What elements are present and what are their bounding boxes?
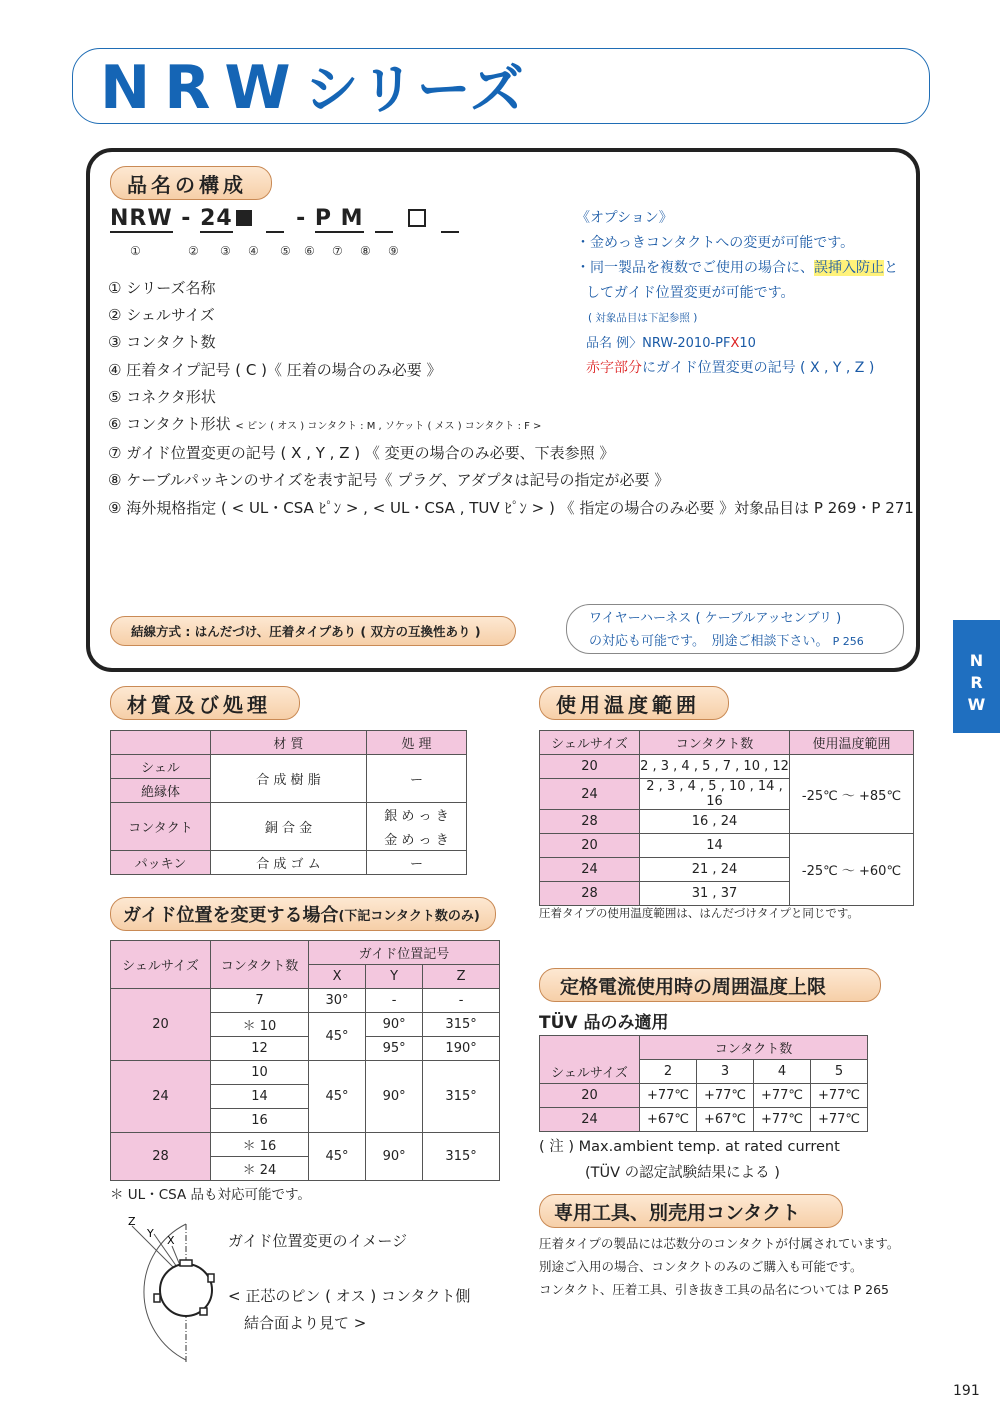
table-header: シェルサイズ xyxy=(540,1060,640,1084)
table-cell: 28 xyxy=(111,1133,211,1181)
table-cell: 10 xyxy=(211,1061,309,1085)
material-table xyxy=(110,730,467,875)
table-cell: 30° xyxy=(309,989,366,1013)
options-text: 10 xyxy=(739,336,756,351)
code-option-box xyxy=(408,209,426,227)
table-header: 5 xyxy=(811,1060,868,1084)
position-number: ⑦ xyxy=(332,244,343,258)
table-cell: 合 成 樹 脂 xyxy=(211,755,367,803)
table-cell: +77℃ xyxy=(811,1084,868,1108)
table-cell: 95° xyxy=(366,1037,423,1061)
table-cell: +67℃ xyxy=(640,1108,697,1132)
table-cell: 合 成 ゴ ム xyxy=(211,851,367,875)
table-cell: 16 , 24 xyxy=(640,810,790,834)
options-text: ・同一製品を複数でご使用の場合に、 xyxy=(576,260,814,276)
table-cell: 金 め っ き xyxy=(367,827,467,851)
table-cell: 90° xyxy=(366,1133,423,1181)
legend-item: ⑧ ケーブルパッキンのサイズを表す記号《 プラグ、アダプタは記号の指定が必要 》 xyxy=(108,471,670,490)
table-cell: +77℃ xyxy=(754,1084,811,1108)
guide-table xyxy=(110,940,500,1181)
table-cell: 24 xyxy=(540,779,640,810)
table-cell: +77℃ xyxy=(811,1108,868,1132)
position-number: ① xyxy=(130,244,141,258)
section-title-tools: 専用工具、別売用コンタクト xyxy=(539,1194,843,1228)
legend-item xyxy=(108,411,914,440)
options-line: ( 対象品目は下記参照 ) xyxy=(588,312,698,324)
page-number: 191 xyxy=(953,1383,980,1399)
options-red-text: X xyxy=(730,336,740,351)
section-title-guide xyxy=(110,897,496,931)
legend-item: ③ コンタクト数 xyxy=(108,333,216,352)
section-title-material: 材質及び処理 xyxy=(110,686,300,720)
table-header: シェルサイズ xyxy=(111,941,211,989)
table-cell: 24 xyxy=(540,1108,640,1132)
table-cell: 190° xyxy=(423,1037,500,1061)
options-line xyxy=(576,331,898,356)
diagram-key xyxy=(200,1308,207,1315)
guide-image-desc: < 正芯のピン ( オス ) コンタクト側 xyxy=(228,1287,471,1305)
table-header: 処 理 xyxy=(367,731,467,755)
options-red-text: 赤字部分 xyxy=(586,360,642,376)
rated-note: (TÜV の認定試験結果による ) xyxy=(585,1165,780,1181)
section-title-part-number: 品名の構成 xyxy=(110,166,272,200)
table-cell: パッキン xyxy=(111,851,211,875)
table-cell: 14 xyxy=(211,1085,309,1109)
table-cell: 315° xyxy=(423,1013,500,1037)
options-line: ・金めっきコンタクトへの変更が可能です。 xyxy=(576,235,855,251)
table-header: 材 質 xyxy=(211,731,367,755)
table-cell: ＊ 10 xyxy=(211,1013,309,1037)
table-cell: 20 xyxy=(111,989,211,1061)
table-cell: シェル xyxy=(111,755,211,779)
table-cell: 銅 合 金 xyxy=(211,803,367,851)
options-text: 品名 例〉NRW-2010-PF xyxy=(586,336,731,351)
position-number: ③ xyxy=(220,244,231,258)
legend-item: ⑨ 海外規格指定 ( < UL・CSA ﾋﾟﾝ > , < UL・CSA , TUV ﾋﾟﾝ > ) 《 指定の場合のみ必要 》対象品目は P 269・P 271 xyxy=(108,498,914,517)
tools-line: コンタクト、圧着工具、引き抜き工具の品名については P 265 xyxy=(539,1282,889,1297)
temperature-table xyxy=(539,730,914,906)
harness-line xyxy=(589,630,881,653)
rated-subtitle: TÜV 品のみ適用 xyxy=(539,1013,669,1033)
table-header-corner xyxy=(111,731,211,755)
diagram-label-x: X xyxy=(167,1234,175,1247)
table-cell: 45° xyxy=(309,1133,366,1181)
options-title: 《オプション》 xyxy=(576,210,673,226)
table-cell: 2 , 3 , 4 , 5 , 10 , 14 , 16 xyxy=(640,779,790,810)
guide-image-desc: 結合面より見て > xyxy=(244,1314,367,1332)
title-series-name: NRW xyxy=(100,53,305,123)
table-header: コンタクト数 xyxy=(211,941,309,989)
guide-title-text: ガイド位置を変更する場合 xyxy=(123,905,339,926)
guide-position-diagram xyxy=(110,1212,230,1364)
tools-text xyxy=(539,1232,899,1301)
section-title-rated: 定格電流使用時の周囲温度上限 xyxy=(539,968,881,1002)
code-dash: - xyxy=(181,206,192,231)
table-header: シェルサイズ xyxy=(540,731,640,755)
options-line xyxy=(576,356,898,381)
options-text: にガイド位置変更の記号 ( X , Y , Z ) xyxy=(642,360,875,376)
legend-item: ⑦ ガイド位置変更の記号 ( X , Y , Z ) 《 変更の場合のみ必要、下表参照 》 xyxy=(108,444,615,463)
table-cell: 90° xyxy=(366,1061,423,1133)
diagram-key xyxy=(180,1260,192,1266)
code-blank xyxy=(266,211,284,233)
table-cell: 24 xyxy=(540,858,640,882)
code-blank xyxy=(375,211,393,233)
diagram-key xyxy=(208,1274,214,1282)
table-cell: 45° xyxy=(309,1013,366,1061)
table-cell: 28 xyxy=(540,882,640,906)
tools-line: 別途ご入用の場合、コンタクトのみのご購入も可能です。 xyxy=(539,1259,863,1274)
table-header: 使用温度範囲 xyxy=(790,731,914,755)
table-cell: ＊ 16 xyxy=(211,1133,309,1157)
table-cell: +77℃ xyxy=(754,1108,811,1132)
temperature-note: 圧着タイプの使用温度範囲は、はんだづけタイプと同じです。 xyxy=(539,906,859,920)
code-contact-box xyxy=(236,210,252,226)
legend-item: ④ 圧着タイプ記号 ( C )《 圧着の場合のみ必要 》 xyxy=(108,360,442,379)
position-number: ⑨ xyxy=(388,244,399,258)
wiring-method-badge: 結線方式 : はんだづけ、圧着タイプあり ( 双方の互換性あり ) xyxy=(110,616,516,646)
table-cell: 16 xyxy=(211,1109,309,1133)
table-header: Z xyxy=(423,965,500,989)
legend-item-text: ⑥ コンタクト形状 xyxy=(108,415,231,434)
code-shell: 24 xyxy=(200,206,233,231)
table-cell: ＊ 24 xyxy=(211,1157,309,1181)
table-cell: 24 xyxy=(111,1061,211,1133)
legend-item: ② シェルサイズ xyxy=(108,306,215,325)
table-cell: 7 xyxy=(211,989,309,1013)
options-line xyxy=(576,256,898,281)
rated-note: ( 注 ) Max.ambient temp. at rated current xyxy=(539,1139,840,1155)
table-cell: 20 xyxy=(540,834,640,858)
table-cell: 21 , 24 xyxy=(640,858,790,882)
table-header-corner xyxy=(540,1036,640,1060)
side-tab-letter: R xyxy=(970,673,983,692)
part-number-code xyxy=(110,206,462,233)
harness-note xyxy=(566,604,904,654)
options-block xyxy=(576,206,898,381)
page-title xyxy=(100,48,526,130)
table-header: コンタクト数 xyxy=(640,731,790,755)
table-header: コンタクト数 xyxy=(640,1036,868,1060)
diagram-label-z: Z xyxy=(128,1215,136,1228)
section-title-temperature: 使用温度範囲 xyxy=(539,686,729,720)
position-number: ② xyxy=(188,244,199,258)
table-cell: 28 xyxy=(540,810,640,834)
code-prefix: NRW xyxy=(110,206,173,231)
legend-item: ① シリーズ名称 xyxy=(108,279,216,297)
position-number: ⑤ xyxy=(280,244,291,258)
code-blank xyxy=(441,211,459,233)
table-cell: - xyxy=(366,989,423,1013)
table-cell: 315° xyxy=(423,1061,500,1133)
table-cell: +77℃ xyxy=(640,1084,697,1108)
position-number: ④ xyxy=(248,244,259,258)
table-header: 3 xyxy=(697,1060,754,1084)
diagram-key xyxy=(154,1294,160,1302)
table-cell: 45° xyxy=(309,1061,366,1133)
code-pm: P M xyxy=(314,206,364,231)
harness-page: P 256 xyxy=(832,635,864,648)
table-cell: 銀 め っ き xyxy=(367,803,467,827)
table-cell: 31 , 37 xyxy=(640,882,790,906)
table-cell: -25℃ 〜 +60℃ xyxy=(790,834,914,906)
table-header: 2 xyxy=(640,1060,697,1084)
harness-line: ワイヤーハーネス ( ケーブルアッセンブリ ) xyxy=(589,611,842,626)
table-cell: 14 xyxy=(640,834,790,858)
guide-note: ＊ UL・CSA 品も対応可能です。 xyxy=(110,1187,311,1203)
side-tab xyxy=(953,620,1000,733)
guide-title-sub: (下記コンタクト数のみ) xyxy=(338,908,480,924)
table-cell: 20 xyxy=(540,755,640,779)
code-dash: - xyxy=(296,206,307,231)
harness-text: の対応も可能です。 別途ご相談下さい。 xyxy=(589,634,829,649)
legend-item: ⑤ コネクタ形状 xyxy=(108,387,216,406)
legend-item-note: < ピン ( オス ) コンタクト : M , ソケット ( メス ) コンタクト : F > xyxy=(235,421,542,433)
table-cell: 絶縁体 xyxy=(111,779,211,803)
diagram-label-y: Y xyxy=(147,1227,154,1240)
options-highlight: 誤挿入防止 xyxy=(814,260,884,276)
position-number: ⑧ xyxy=(360,244,371,258)
rated-table xyxy=(539,1035,868,1132)
position-number: ⑥ xyxy=(304,244,315,258)
table-cell: 2 , 3 , 4 , 5 , 7 , 10 , 12 xyxy=(640,755,790,779)
table-cell: - xyxy=(423,989,500,1013)
table-header: Y xyxy=(366,965,423,989)
table-cell: 90° xyxy=(366,1013,423,1037)
table-cell: 12 xyxy=(211,1037,309,1061)
table-cell: ー xyxy=(367,851,467,875)
options-text: と xyxy=(884,260,898,276)
table-header: ガイド位置記号 xyxy=(309,941,500,965)
title-suffix: シリーズ xyxy=(304,58,526,121)
side-tab-letter: W xyxy=(967,695,986,714)
side-tab-letter: N xyxy=(969,651,984,670)
table-cell: 315° xyxy=(423,1133,500,1181)
table-cell: 20 xyxy=(540,1084,640,1108)
guide-image-title: ガイド位置変更のイメージ xyxy=(228,1232,408,1250)
table-cell: -25℃ 〜 +85℃ xyxy=(790,755,914,834)
table-cell: コンタクト xyxy=(111,803,211,851)
table-cell: ー xyxy=(367,755,467,803)
table-header: 4 xyxy=(754,1060,811,1084)
table-header: X xyxy=(309,965,366,989)
tools-line: 圧着タイプの製品には芯数分のコンタクトが付属されています。 xyxy=(539,1236,900,1251)
options-line: してガイド位置変更が可能です。 xyxy=(586,285,795,301)
table-cell: +67℃ xyxy=(697,1108,754,1132)
table-cell: +77℃ xyxy=(697,1084,754,1108)
